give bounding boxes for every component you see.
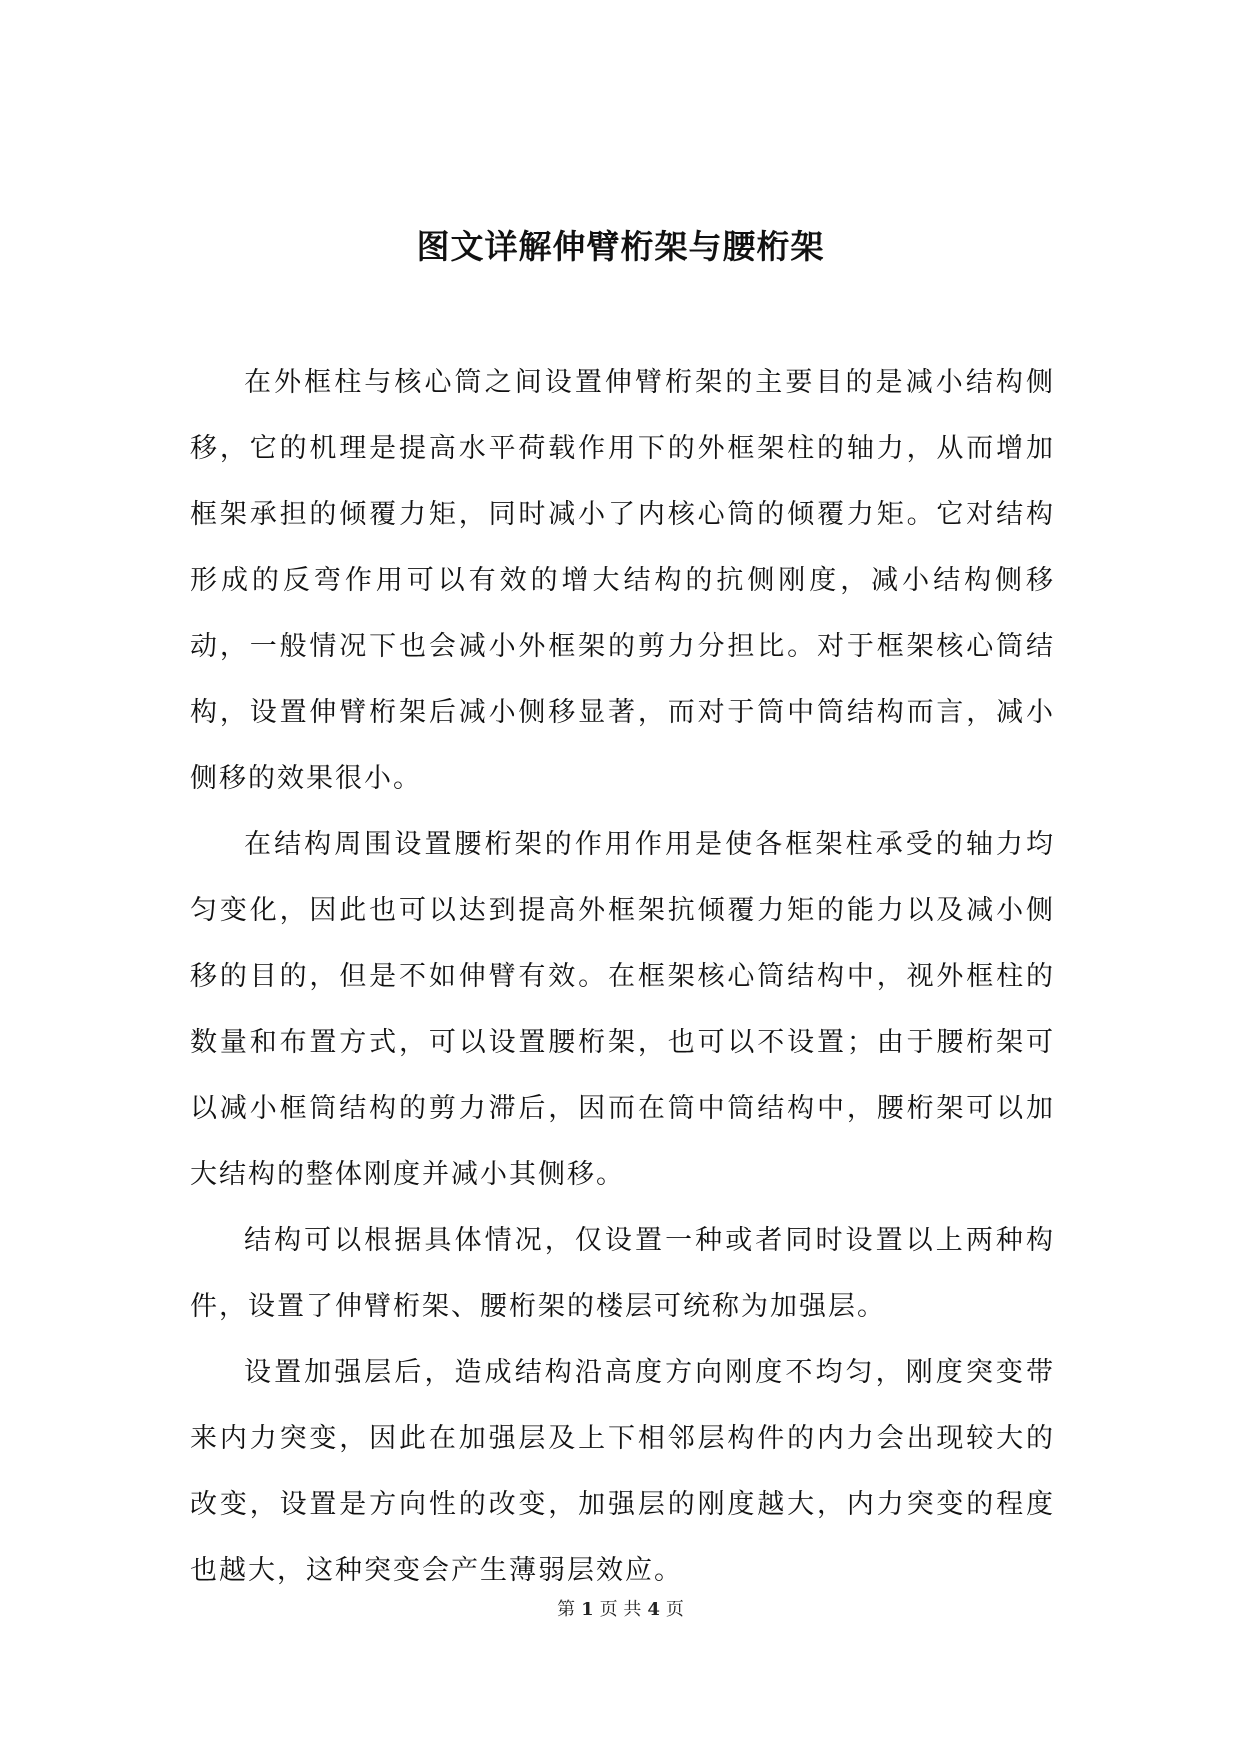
footer-prefix: 第 [557, 1599, 576, 1620]
paragraph-outrigger-truss: 在外框柱与核心筒之间设置伸臂桁架的主要目的是减小结构侧移，它的机理是提高水平荷载作用下的外框架柱的轴力，从而增加框架承担的倾覆力矩，同时减小了内核心筒的倾覆力矩。它对结构形成的反弯作用可以有效的增大结构的抗侧刚度，减小结构侧移动，一般情况下也会减小外框架的剪力分担比。对于框架核心筒结构，设置伸臂桁架后减小侧移显著，而对于筒中筒结构而言，减小侧移的效果很小。 [190, 367, 1055, 794]
footer-total-pages: 4 [647, 1599, 660, 1620]
footer-middle: 页 共 [599, 1599, 642, 1620]
paragraph-belt-truss: 在结构周围设置腰桁架的作用作用是使各框架柱承受的轴力均匀变化，因此也可以达到提高外框架抗倾覆力矩的能力以及减小侧移的目的，但是不如伸臂有效。在框架核心筒结构中，视外框柱的数量和布置方式，可以设置腰桁架，也可以不设置；由于腰桁架可以减小框筒结构的剪力滞后，因而在筒中筒结构中，腰桁架可以加大结构的整体刚度并减小其侧移。 [190, 829, 1055, 1190]
footer-suffix: 页 [665, 1599, 684, 1620]
document-title: 图文详解伸臂桁架与腰桁架 [416, 227, 825, 266]
document-body [190, 350, 1055, 1604]
paragraph-stiffness-change: 设置加强层后，造成结构沿高度方向刚度不均匀，刚度突变带来内力突变，因此在加强层及上下相邻层构件的内力会出现较大的改变，设置是方向性的改变，加强层的刚度越大，内力突变的程度也越大，这种突变会产生薄弱层效应。 [190, 1357, 1055, 1586]
paragraph-strengthened-story: 结构可以根据具体情况，仅设置一种或者同时设置以上两种构件，设置了伸臂桁架、腰桁架的楼层可统称为加强层。 [190, 1225, 1055, 1322]
page-footer [0, 1598, 1241, 1622]
footer-page-number: 1 [581, 1599, 594, 1620]
